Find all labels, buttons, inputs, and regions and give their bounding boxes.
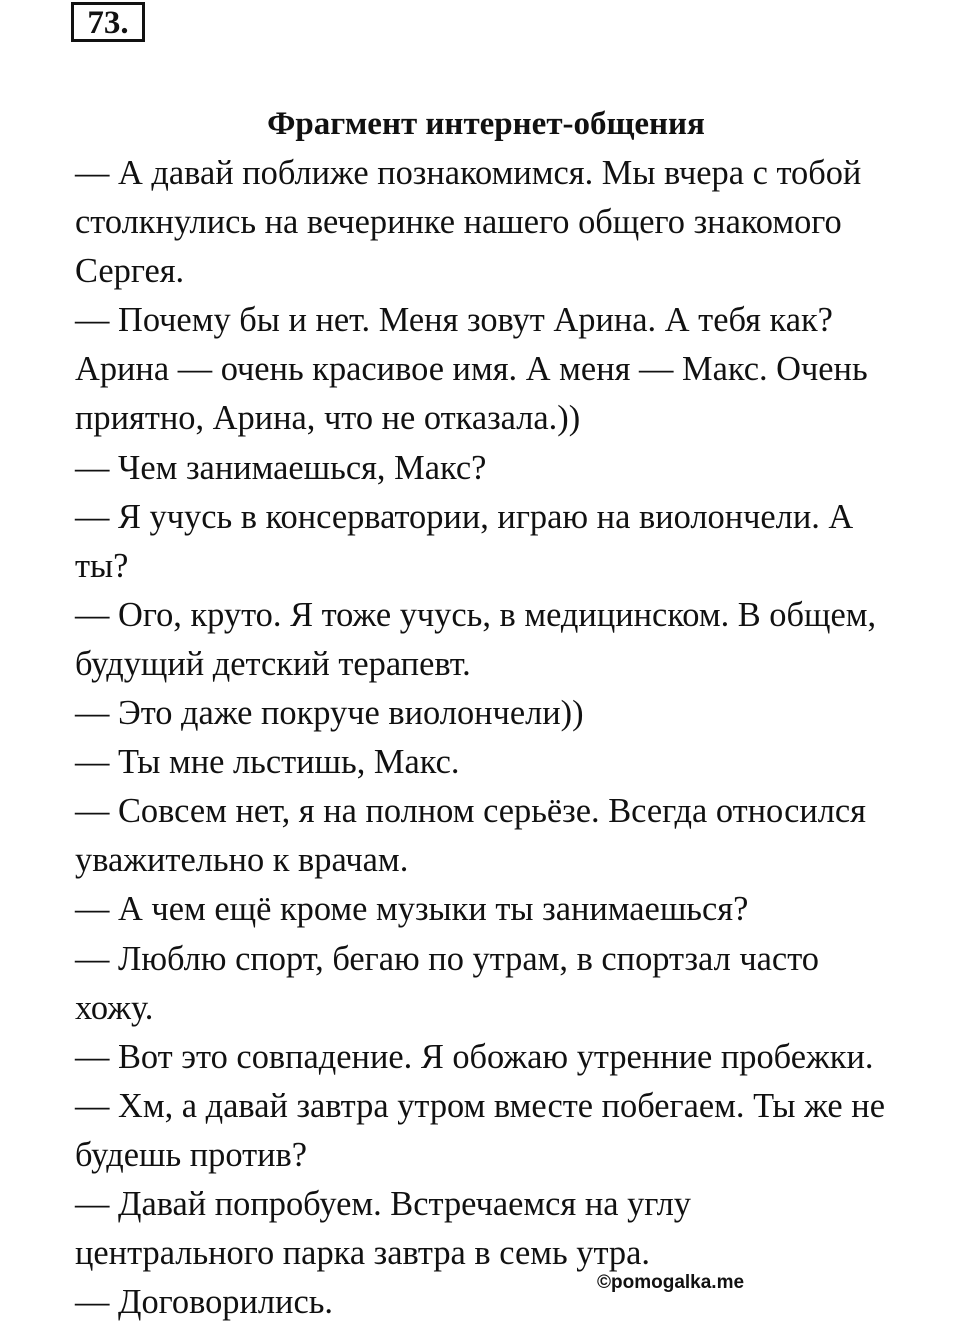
dialogue-paragraph (3, 787, 958, 885)
dialogue-line: — Договорились. (75, 1283, 333, 1322)
dialogue-line: — Совсем нет, я на полном серьёзе. Всегда относился (75, 792, 866, 831)
dialogue-paragraph (3, 296, 958, 443)
dialogue-line: будущий детский терапевт. (75, 644, 471, 683)
dialogue-paragraph (3, 689, 958, 738)
dialogue-line: — Ого, круто. Я тоже учусь, в медицинском. В общем, (75, 595, 877, 634)
dialogue-line: ты? (75, 546, 129, 585)
dialogue-paragraph (3, 738, 958, 787)
dialogue-line: будешь против? (75, 1135, 308, 1174)
dialogue-line: — Хм, а давай завтра утром вместе побегаем. Ты же не (75, 1086, 885, 1125)
dialogue-line: — Почему бы и нет. Меня зовут Арина. А тебя как? (75, 301, 833, 340)
watermark: ©pomogalka.me (597, 1272, 745, 1293)
dialogue-paragraph (3, 935, 958, 1033)
dialogue-paragraph (3, 444, 958, 493)
dialogue-line: Сергея. (75, 252, 185, 291)
dialogue-line: столкнулись на вечеринке нашего общего знакомого (75, 203, 842, 242)
dialogue-paragraph (3, 1082, 958, 1180)
dialogue-line: уважительно к врачам. (75, 841, 409, 880)
dialogue-line: — Вот это совпадение. Я обожаю утренние пробежки. (75, 1037, 874, 1076)
dialogue-line: — Я учусь в консерватории, играю на виолончели. А (75, 497, 854, 536)
page-title: Фрагмент интернет-общения (267, 106, 705, 142)
dialogue-line: приятно, Арина, что не отказала.)) (75, 399, 581, 438)
dialogue-paragraph (3, 493, 958, 591)
dialogue-line: — Чем занимаешься, Макс? (75, 448, 487, 487)
dialogue-line: — Это даже покруче виолончели)) (75, 694, 584, 733)
dialogue-line: — А чем ещё кроме музыки ты занимаешься? (75, 890, 749, 929)
dialogue-text (3, 149, 958, 1327)
dialogue-line: хожу. (75, 988, 154, 1027)
dialogue-line: Арина — очень красивое имя. А меня — Макс. Очень (75, 350, 868, 389)
dialogue-line: — Давай попробуем. Встречаемся на углу (75, 1184, 692, 1223)
exercise-number: 73. (71, 2, 145, 42)
dialogue-paragraph (3, 1180, 958, 1278)
dialogue-paragraph (3, 591, 958, 689)
dialogue-paragraph (3, 885, 958, 934)
dialogue-line: центрального парка завтра в семь утра. (75, 1234, 650, 1273)
dialogue-line: — А давай поближе познакомимся. Мы вчера с тобой (75, 154, 862, 192)
dialogue-paragraph (3, 149, 958, 296)
dialogue-paragraph (3, 1278, 958, 1327)
dialogue-paragraph (3, 1033, 958, 1082)
dialogue-line: — Люблю спорт, бегаю по утрам, в спортзал часто (75, 939, 819, 978)
dialogue-line: — Ты мне льстишь, Макс. (75, 743, 460, 782)
